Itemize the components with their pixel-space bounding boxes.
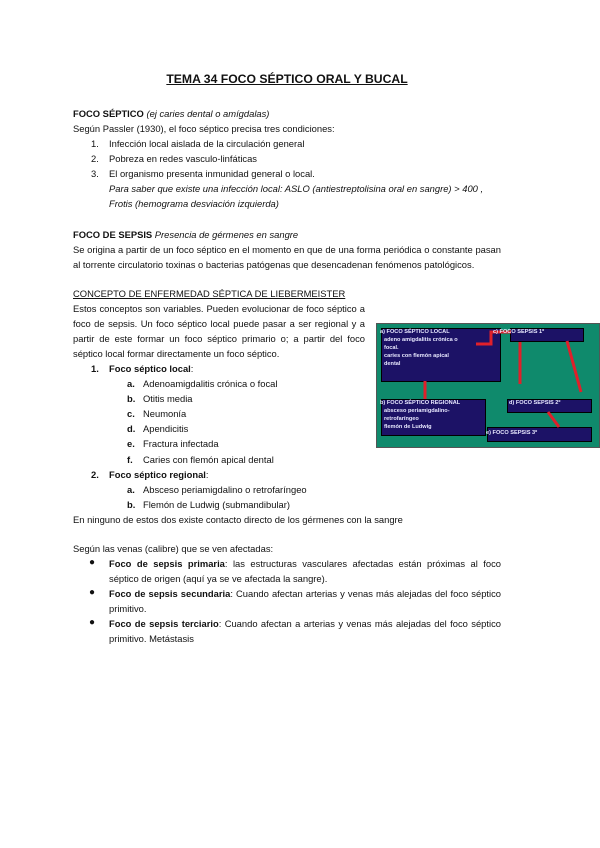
list-marker: b. — [127, 498, 136, 510]
list-item-text: : las estructuras vasculares afectadas están próximas al foco séptico de origen (aquí ya se ve afectada la sangre). — [109, 557, 501, 584]
diagram-e-label: e) FOCO SEPSIS 3º — [486, 430, 538, 436]
venas-section — [73, 541, 501, 646]
list-item-text: : Cuando afectan a arterias y venas más alejadas del foco séptico primitivo. Metástasis — [109, 617, 501, 645]
concepto-text: Estos conceptos son variables. Pueden evolucionar de foco séptico a foco de sepsis. Un foco séptico local puede pasar a ser regional y a partir de este formar un foco séptico primario o; a partir del foco séptico local formar directamente un foco séptico. — [73, 303, 365, 360]
concepto-closing: En ninguno de estos dos existe contacto directo de los gérmenes con la sangre — [73, 513, 403, 525]
list-marker: 1. — [91, 137, 99, 149]
sepsis-diagram — [376, 323, 600, 448]
list-item-text: Neumonía — [143, 408, 187, 420]
list-item-label: Foco de sepsis terciario — [109, 617, 219, 629]
bullet-icon: ● — [89, 556, 96, 568]
bullet-icon: ● — [89, 616, 96, 628]
list-item-text: Adenoamigdalitis crónica o focal — [143, 378, 278, 390]
list-marker: 2. — [91, 468, 99, 480]
arrow-sepsis1-to-sepsis2 — [567, 341, 581, 392]
diagram-b-line3: flemón de Ludwig — [384, 424, 432, 430]
foco-septico-heading-line — [73, 106, 501, 121]
diagram-a-line4: dental — [384, 361, 401, 367]
foco-sepsis-text: Se origina a partir de un foco séptico en el momento en que de una forma periódica o constante pasan al torrente circulatorio toxinas o bacterias patógenas que desencadenan fenómenos patológicos. — [73, 243, 501, 270]
list-item — [73, 586, 501, 616]
diagram-a-title: a) FOCO SÉPTICO LOCAL — [380, 329, 450, 335]
foco-septico-heading: FOCO SÉPTICO — [73, 107, 144, 119]
list-item — [73, 151, 501, 166]
infection-note-line2: Frotis (hemograma desviación izquierda) — [109, 197, 279, 209]
diagram-a-line3: caries con flemón apical — [384, 353, 449, 359]
page-title: TEMA 34 FOCO SÉPTICO ORAL Y BUCAL — [166, 72, 408, 86]
group-regional — [73, 467, 501, 482]
concepto-groups-2 — [73, 467, 501, 482]
diagram-d-label: d) FOCO SEPSIS 2º — [509, 400, 561, 406]
group-label: Foco séptico local — [109, 363, 191, 375]
list-item-label: Foco de sepsis secundaria — [109, 587, 231, 599]
diagram-b-title: b) FOCO SÉPTICO REGIONAL — [380, 400, 461, 406]
list-item-text: Infección local aislada de la circulación general — [109, 137, 305, 149]
list-item-text: Apendicitis — [143, 423, 189, 435]
group-suffix: : — [205, 468, 209, 480]
list-marker: 2. — [91, 152, 99, 164]
infection-note-line1: Para saber que existe una infección local: ASLO (antiestreptolisina oral en sangre) > 400 , — [109, 182, 484, 194]
list-item — [73, 452, 501, 467]
venas-list — [73, 556, 501, 646]
list-marker: b. — [127, 393, 136, 405]
list-item-text: Fractura infectada — [143, 438, 219, 450]
group-suffix: : — [190, 363, 194, 375]
foco-sepsis-heading-note: Presencia de gérmenes en sangre — [154, 228, 299, 240]
list-marker: d. — [127, 423, 136, 435]
foco-septico-intro: Según Passler (1930), el foco séptico precisa tres condiciones: — [73, 122, 335, 134]
arrow-sepsis2-to-sepsis3 — [548, 412, 559, 427]
list-marker: a. — [127, 483, 135, 495]
diagram-a-line1: adeno amigdalitis crónica o — [384, 337, 458, 343]
list-item — [73, 136, 501, 151]
list-item — [73, 482, 501, 497]
foco-sepsis-heading-line — [73, 227, 501, 242]
diagram-c-label: c) FOCO SEPSIS 1º — [493, 329, 545, 335]
list-item-text: El organismo presenta inmunidad general o local. — [109, 167, 315, 179]
list-item — [73, 556, 501, 586]
list-marker: c. — [127, 408, 135, 420]
list-item-text: Flemón de Ludwig (submandibular) — [143, 498, 290, 510]
foco-septico-heading-note: (ej caries dental o amígdalas) — [146, 107, 270, 119]
venas-intro: Según las venas (calibre) que se ven afectadas: — [73, 542, 274, 554]
concepto-heading: CONCEPTO DE ENFERMEDAD SÉPTICA DE LIEBERMEISTER — [73, 287, 346, 299]
list-marker: 1. — [91, 363, 99, 375]
diagram-a-line2: focal. — [384, 345, 399, 351]
foco-septico-section — [73, 106, 501, 211]
list-marker: 3. — [91, 167, 99, 179]
conditions-list — [73, 136, 501, 211]
list-item — [73, 616, 501, 646]
list-item — [73, 497, 501, 512]
list-item-text: Otitis media — [143, 393, 193, 405]
list-item-text: : Cuando afectan arterias y venas más alejadas del foco séptico primitivo. — [109, 587, 501, 614]
list-item-text: Pobreza en redes vasculo-linfáticas — [109, 152, 257, 164]
list-item — [73, 166, 501, 211]
diagram-b-line2: retrofaríngeo — [384, 416, 419, 422]
list-marker: a. — [127, 378, 135, 390]
foco-sepsis-heading: FOCO DE SEPSIS — [73, 228, 153, 240]
regional-items — [73, 482, 501, 512]
foco-sepsis-section — [73, 227, 501, 272]
list-item-text: Caries con flemón apical dental — [143, 453, 274, 465]
list-item-label: Foco de sepsis primaria — [109, 557, 225, 569]
list-marker: f. — [127, 453, 133, 465]
group-label: Foco séptico regional — [109, 468, 206, 480]
list-marker: e. — [127, 438, 135, 450]
diagram-b-line1: absceso periamigdalino- — [384, 408, 450, 414]
list-item-text: Absceso periamigdalino o retrofaríngeo — [143, 483, 307, 495]
bullet-icon: ● — [89, 586, 96, 598]
